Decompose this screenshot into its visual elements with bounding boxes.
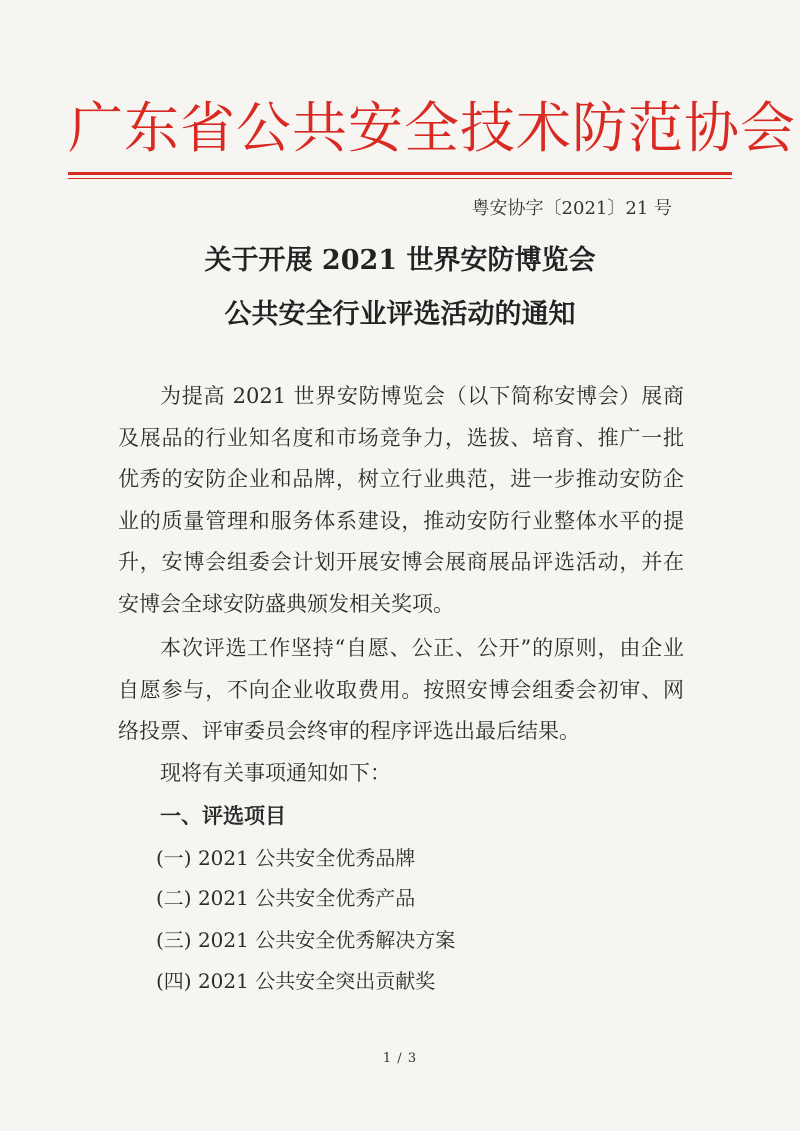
body-paragraph-2: 本次评选工作坚持“自愿、公正、公开”的原则，由企业自愿参与，不向企业收取费用。按照安博会组委会初审、网络投票、评审委员会终审的程序评选出最后结果。 <box>118 636 684 743</box>
list-item: (四) 2021 公共安全突出贡献奖 <box>156 969 436 993</box>
document-title-line-2: 公共安全行业评选活动的通知 <box>224 299 576 330</box>
letterhead-rule-thin <box>68 178 732 179</box>
letterhead-rule-thick <box>68 172 732 175</box>
list-item: (二) 2021 公共安全优秀产品 <box>156 886 416 910</box>
document-number: 粤安协字〔2021〕21 号 <box>471 198 672 219</box>
page-number: 1 / 3 <box>382 1051 418 1066</box>
section-heading: 一、评选项目 <box>160 803 286 828</box>
document-title-line-1: 关于开展 2021 世界安防博览会 <box>204 245 596 276</box>
letterhead-title: 广东省公共安全技术防范协会 <box>68 96 797 160</box>
list-item: (一) 2021 公共安全优秀品牌 <box>156 846 416 870</box>
list-item: (三) 2021 公共安全优秀解决方案 <box>156 928 456 952</box>
notice-intro: 现将有关事项通知如下： <box>160 761 391 785</box>
body-paragraph-1: 为提高 2021 世界安防博览会（以下简称安博会）展商及展品的行业知名度和市场竞争力，选拔、培育、推广一批优秀的安防企业和品牌，树立行业典范，进一步推动安防企业的质量管理和服务体系建设，推动安防行业整体水平的提升，安博会组委会计划开展安博会展商展品评选活动，并在安博会全球安防盛典颁发相关奖项。 <box>118 384 684 616</box>
